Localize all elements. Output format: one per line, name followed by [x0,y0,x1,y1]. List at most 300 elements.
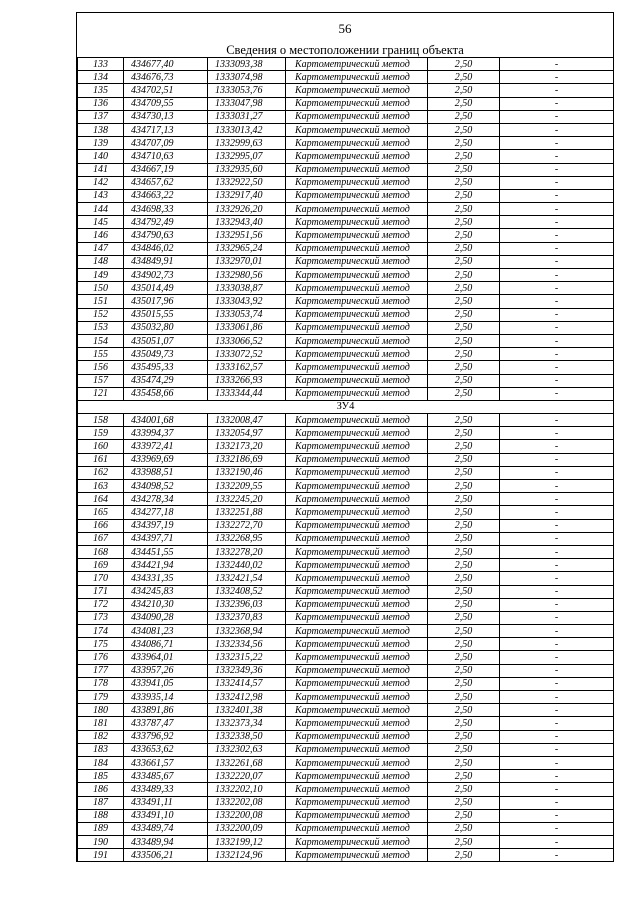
description-cell: - [500,611,614,624]
x-coordinate-cell: 435474,29 [124,374,208,387]
y-coordinate-cell: 1332302,63 [208,743,286,756]
x-coordinate-cell: 433972,41 [124,440,208,453]
table-row [78,585,614,598]
point-number-cell: 180 [78,704,124,717]
method-cell: Картометрический метод [286,334,428,347]
method-cell: Картометрический метод [286,374,428,387]
description-cell: - [500,255,614,268]
accuracy-cell: 2,50 [428,756,500,769]
x-coordinate-cell: 433787,47 [124,717,208,730]
method-cell: Картометрический метод [286,796,428,809]
description-cell: - [500,453,614,466]
point-number-cell: 178 [78,677,124,690]
point-number-cell: 170 [78,572,124,585]
method-cell: Картометрический метод [286,295,428,308]
x-coordinate-cell: 433891,86 [124,704,208,717]
x-coordinate-cell: 433653,62 [124,743,208,756]
accuracy-cell: 2,50 [428,334,500,347]
method-cell: Картометрический метод [286,822,428,835]
accuracy-cell: 2,50 [428,770,500,783]
table-row [78,519,614,532]
x-coordinate-cell: 434451,55 [124,545,208,558]
accuracy-cell: 2,50 [428,282,500,295]
table-row [78,348,614,361]
description-cell: - [500,123,614,136]
description-cell: - [500,809,614,822]
point-number-cell: 133 [78,58,124,71]
table-row [78,611,614,624]
x-coordinate-cell: 434098,52 [124,480,208,493]
description-cell: - [500,664,614,677]
coordinates-table [77,57,614,862]
table-row [78,572,614,585]
point-number-cell: 148 [78,255,124,268]
table-row [78,730,614,743]
description-cell: - [500,756,614,769]
method-cell: Картометрический метод [286,203,428,216]
method-cell: Картометрический метод [286,849,428,862]
table-row [78,84,614,97]
accuracy-cell: 2,50 [428,97,500,110]
y-coordinate-cell: 1332970,01 [208,255,286,268]
y-coordinate-cell: 1332421,54 [208,572,286,585]
y-coordinate-cell: 1332278,20 [208,545,286,558]
accuracy-cell: 2,50 [428,203,500,216]
x-coordinate-cell: 434702,51 [124,84,208,97]
description-cell: - [500,440,614,453]
accuracy-cell: 2,50 [428,150,500,163]
y-coordinate-cell: 1332995,07 [208,150,286,163]
table-row [78,493,614,506]
point-number-cell: 153 [78,321,124,334]
accuracy-cell: 2,50 [428,545,500,558]
description-cell: - [500,493,614,506]
method-cell: Картометрический метод [286,229,428,242]
x-coordinate-cell: 434717,13 [124,123,208,136]
y-coordinate-cell: 1333093,38 [208,58,286,71]
point-number-cell: 174 [78,625,124,638]
section-header-row [78,400,614,413]
method-cell: Картометрический метод [286,730,428,743]
point-number-cell: 149 [78,269,124,282]
point-number-cell: 154 [78,334,124,347]
y-coordinate-cell: 1332315,22 [208,651,286,664]
x-coordinate-cell: 435015,55 [124,308,208,321]
method-cell: Картометрический метод [286,506,428,519]
description-cell: - [500,572,614,585]
method-cell: Картометрический метод [286,638,428,651]
point-number-cell: 140 [78,150,124,163]
description-cell: - [500,704,614,717]
description-cell: - [500,229,614,242]
document-title: Сведения о местоположении границ объекта [226,43,464,57]
method-cell: Картометрический метод [286,123,428,136]
y-coordinate-cell: 1332370,83 [208,611,286,624]
description-cell: - [500,150,614,163]
y-coordinate-cell: 1332965,24 [208,242,286,255]
point-number-cell: 173 [78,611,124,624]
y-coordinate-cell: 1333043,92 [208,295,286,308]
y-coordinate-cell: 1333061,86 [208,321,286,334]
method-cell: Картометрический метод [286,545,428,558]
y-coordinate-cell: 1333066,52 [208,334,286,347]
y-coordinate-cell: 1332412,98 [208,691,286,704]
point-number-cell: 136 [78,97,124,110]
description-cell: - [500,189,614,202]
description-cell: - [500,638,614,651]
y-coordinate-cell: 1332414,57 [208,677,286,690]
description-cell: - [500,598,614,611]
method-cell: Картометрический метод [286,770,428,783]
x-coordinate-cell: 434245,83 [124,585,208,598]
point-number-cell: 151 [78,295,124,308]
description-cell: - [500,519,614,532]
x-coordinate-cell: 434278,34 [124,493,208,506]
accuracy-cell: 2,50 [428,387,500,400]
description-cell: - [500,387,614,400]
x-coordinate-cell: 435051,07 [124,334,208,347]
point-number-cell: 171 [78,585,124,598]
point-number-cell: 167 [78,532,124,545]
accuracy-cell: 2,50 [428,453,500,466]
point-number-cell: 138 [78,123,124,136]
method-cell: Картометрический метод [286,440,428,453]
page-number: 56 [338,21,352,36]
x-coordinate-cell: 435495,33 [124,361,208,374]
description-cell: - [500,796,614,809]
accuracy-cell: 2,50 [428,691,500,704]
table-row [78,743,614,756]
accuracy-cell: 2,50 [428,163,500,176]
point-number-cell: 157 [78,374,124,387]
y-coordinate-cell: 1332209,55 [208,480,286,493]
point-number-cell: 145 [78,216,124,229]
table-row [78,598,614,611]
point-number-cell: 187 [78,796,124,809]
x-coordinate-cell: 433957,26 [124,664,208,677]
method-cell: Картометрический метод [286,677,428,690]
table-row [78,427,614,440]
table-row [78,334,614,347]
accuracy-cell: 2,50 [428,255,500,268]
table-row [78,176,614,189]
table-row [78,545,614,558]
accuracy-cell: 2,50 [428,717,500,730]
description-cell: - [500,163,614,176]
method-cell: Картометрический метод [286,743,428,756]
accuracy-cell: 2,50 [428,189,500,202]
description-cell: - [500,559,614,572]
point-number-cell: 134 [78,71,124,84]
description-cell: - [500,282,614,295]
table-row [78,822,614,835]
method-cell: Картометрический метод [286,176,428,189]
method-cell: Картометрический метод [286,717,428,730]
y-coordinate-cell: 1332334,56 [208,638,286,651]
method-cell: Картометрический метод [286,137,428,150]
x-coordinate-cell: 435049,73 [124,348,208,361]
table-row [78,809,614,822]
point-number-cell: 141 [78,163,124,176]
accuracy-cell: 2,50 [428,229,500,242]
accuracy-cell: 2,50 [428,361,500,374]
y-coordinate-cell: 1333074,98 [208,71,286,84]
accuracy-cell: 2,50 [428,321,500,334]
accuracy-cell: 2,50 [428,677,500,690]
x-coordinate-cell: 434730,13 [124,110,208,123]
x-coordinate-cell: 434210,30 [124,598,208,611]
y-coordinate-cell: 1332401,38 [208,704,286,717]
table-row [78,163,614,176]
point-number-cell: 186 [78,783,124,796]
table-row [78,216,614,229]
point-number-cell: 183 [78,743,124,756]
description-cell: - [500,427,614,440]
accuracy-cell: 2,50 [428,532,500,545]
y-coordinate-cell: 1332220,07 [208,770,286,783]
y-coordinate-cell: 1333047,98 [208,97,286,110]
x-coordinate-cell: 433491,11 [124,796,208,809]
x-coordinate-cell: 433941,05 [124,677,208,690]
point-number-cell: 184 [78,756,124,769]
method-cell: Картометрический метод [286,414,428,427]
accuracy-cell: 2,50 [428,427,500,440]
method-cell: Картометрический метод [286,71,428,84]
table-row [78,638,614,651]
point-number-cell: 160 [78,440,124,453]
x-coordinate-cell: 433988,51 [124,466,208,479]
method-cell: Картометрический метод [286,282,428,295]
x-coordinate-cell: 433485,67 [124,770,208,783]
table-row [78,506,614,519]
accuracy-cell: 2,50 [428,216,500,229]
y-coordinate-cell: 1333162,57 [208,361,286,374]
point-number-cell: 152 [78,308,124,321]
accuracy-cell: 2,50 [428,110,500,123]
method-cell: Картометрический метод [286,559,428,572]
accuracy-cell: 2,50 [428,242,500,255]
accuracy-cell: 2,50 [428,269,500,282]
description-cell: - [500,176,614,189]
x-coordinate-cell: 434677,40 [124,58,208,71]
x-coordinate-cell: 434790,63 [124,229,208,242]
description-cell: - [500,545,614,558]
x-coordinate-cell: 435014,49 [124,282,208,295]
x-coordinate-cell: 434657,62 [124,176,208,189]
method-cell: Картометрический метод [286,809,428,822]
y-coordinate-cell: 1332368,94 [208,625,286,638]
method-cell: Картометрический метод [286,242,428,255]
point-number-cell: 190 [78,836,124,849]
x-coordinate-cell: 435032,80 [124,321,208,334]
method-cell: Картометрический метод [286,480,428,493]
table-row [78,717,614,730]
point-number-cell: 177 [78,664,124,677]
point-number-cell: 142 [78,176,124,189]
x-coordinate-cell: 434081,23 [124,625,208,638]
accuracy-cell: 2,50 [428,796,500,809]
accuracy-cell: 2,50 [428,466,500,479]
point-number-cell: 175 [78,638,124,651]
table-row [78,58,614,71]
y-coordinate-cell: 1332054,97 [208,427,286,440]
accuracy-cell: 2,50 [428,849,500,862]
table-row [78,137,614,150]
table-row [78,150,614,163]
table-row [78,295,614,308]
method-cell: Картометрический метод [286,387,428,400]
accuracy-cell: 2,50 [428,836,500,849]
accuracy-cell: 2,50 [428,611,500,624]
point-number-cell: 189 [78,822,124,835]
table-row [78,189,614,202]
table-row [78,796,614,809]
y-coordinate-cell: 1332199,12 [208,836,286,849]
x-coordinate-cell: 434709,55 [124,97,208,110]
y-coordinate-cell: 1332124,96 [208,849,286,862]
method-cell: Картометрический метод [286,493,428,506]
point-number-cell: 162 [78,466,124,479]
point-number-cell: 161 [78,453,124,466]
point-number-cell: 185 [78,770,124,783]
description-cell: - [500,334,614,347]
point-number-cell: 135 [78,84,124,97]
document-page [76,12,614,862]
accuracy-cell: 2,50 [428,414,500,427]
description-cell: - [500,691,614,704]
method-cell: Картометрический метод [286,756,428,769]
method-cell: Картометрический метод [286,651,428,664]
x-coordinate-cell: 433964,01 [124,651,208,664]
description-cell: - [500,321,614,334]
point-number-cell: 163 [78,480,124,493]
description-cell: - [500,242,614,255]
table-row [78,651,614,664]
x-coordinate-cell: 433506,21 [124,849,208,862]
method-cell: Картометрический метод [286,58,428,71]
method-cell: Картометрический метод [286,532,428,545]
method-cell: Картометрический метод [286,585,428,598]
point-number-cell: 155 [78,348,124,361]
y-coordinate-cell: 1332200,09 [208,822,286,835]
accuracy-cell: 2,50 [428,585,500,598]
description-cell: - [500,506,614,519]
table-row [78,783,614,796]
accuracy-cell: 2,50 [428,519,500,532]
y-coordinate-cell: 1332935,60 [208,163,286,176]
point-number-cell: 164 [78,493,124,506]
x-coordinate-cell: 434086,71 [124,638,208,651]
description-cell: - [500,585,614,598]
table-row [78,308,614,321]
accuracy-cell: 2,50 [428,137,500,150]
x-coordinate-cell: 434792,49 [124,216,208,229]
method-cell: Картометрический метод [286,97,428,110]
method-cell: Картометрический метод [286,348,428,361]
point-number-cell: 150 [78,282,124,295]
method-cell: Картометрический метод [286,321,428,334]
y-coordinate-cell: 1332202,08 [208,796,286,809]
description-cell: - [500,84,614,97]
y-coordinate-cell: 1332008,47 [208,414,286,427]
point-number-cell: 137 [78,110,124,123]
point-number-cell: 169 [78,559,124,572]
method-cell: Картометрический метод [286,836,428,849]
description-cell: - [500,466,614,479]
y-coordinate-cell: 1333266,93 [208,374,286,387]
y-coordinate-cell: 1333053,74 [208,308,286,321]
table-row [78,532,614,545]
y-coordinate-cell: 1333013,42 [208,123,286,136]
description-cell: - [500,743,614,756]
x-coordinate-cell: 434397,71 [124,532,208,545]
table-row [78,677,614,690]
y-coordinate-cell: 1332202,10 [208,783,286,796]
point-number-cell: 181 [78,717,124,730]
point-number-cell: 159 [78,427,124,440]
y-coordinate-cell: 1332272,70 [208,519,286,532]
table-row [78,321,614,334]
table-row [78,97,614,110]
method-cell: Картометрический метод [286,308,428,321]
y-coordinate-cell: 1332245,20 [208,493,286,506]
accuracy-cell: 2,50 [428,176,500,189]
method-cell: Картометрический метод [286,216,428,229]
accuracy-cell: 2,50 [428,783,500,796]
y-coordinate-cell: 1332396,03 [208,598,286,611]
point-number-cell: 156 [78,361,124,374]
x-coordinate-cell: 433489,33 [124,783,208,796]
table-row [78,440,614,453]
x-coordinate-cell: 433661,57 [124,756,208,769]
y-coordinate-cell: 1332173,20 [208,440,286,453]
method-cell: Картометрический метод [286,255,428,268]
description-cell: - [500,625,614,638]
description-cell: - [500,348,614,361]
table-row [78,255,614,268]
method-cell: Картометрический метод [286,427,428,440]
x-coordinate-cell: 434846,02 [124,242,208,255]
method-cell: Картометрический метод [286,519,428,532]
accuracy-cell: 2,50 [428,374,500,387]
table-row [78,466,614,479]
y-coordinate-cell: 1332926,20 [208,203,286,216]
description-cell: - [500,651,614,664]
y-coordinate-cell: 1332190,46 [208,466,286,479]
accuracy-cell: 2,50 [428,638,500,651]
point-number-cell: 188 [78,809,124,822]
accuracy-cell: 2,50 [428,572,500,585]
description-cell: - [500,295,614,308]
description-cell: - [500,269,614,282]
x-coordinate-cell: 433969,69 [124,453,208,466]
method-cell: Картометрический метод [286,189,428,202]
description-cell: - [500,836,614,849]
description-cell: - [500,58,614,71]
description-cell: - [500,532,614,545]
point-number-cell: 143 [78,189,124,202]
y-coordinate-cell: 1333344,44 [208,387,286,400]
x-coordinate-cell: 435017,96 [124,295,208,308]
accuracy-cell: 2,50 [428,58,500,71]
x-coordinate-cell: 434849,91 [124,255,208,268]
method-cell: Картометрический метод [286,163,428,176]
accuracy-cell: 2,50 [428,348,500,361]
point-number-cell: 144 [78,203,124,216]
description-cell: - [500,71,614,84]
point-number-cell: 179 [78,691,124,704]
description-cell: - [500,414,614,427]
